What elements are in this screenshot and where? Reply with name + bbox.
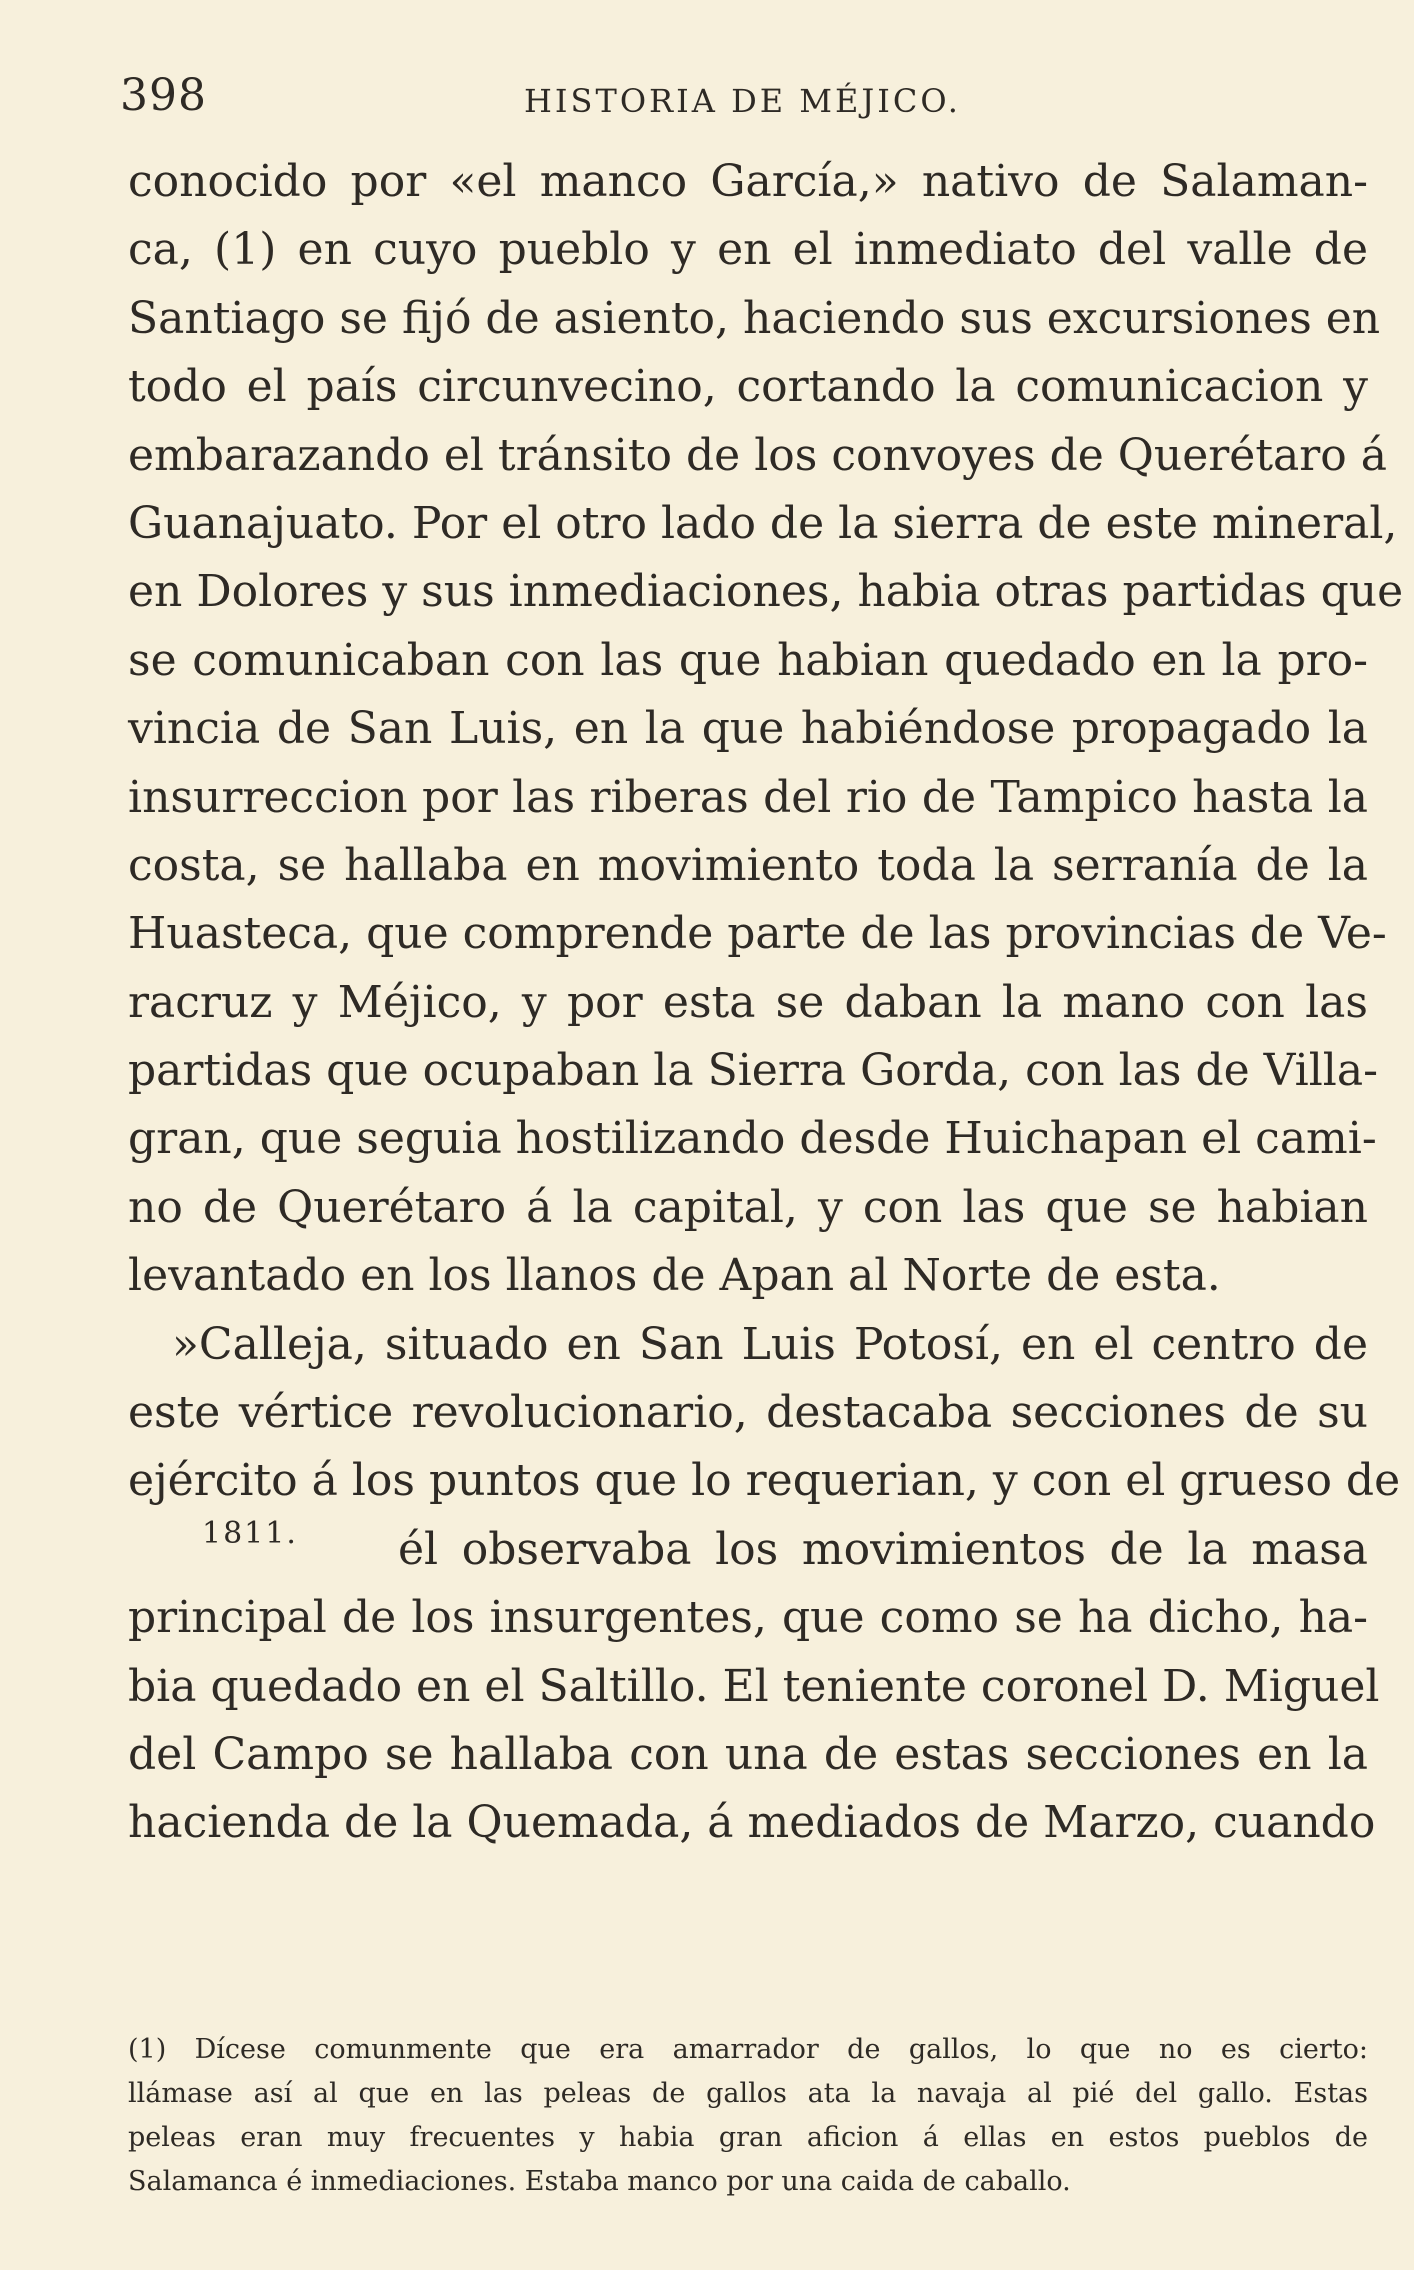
body-line: él observaba los movimientos de la masa <box>398 1523 1368 1575</box>
marginal-year: 1811. <box>202 1515 298 1551</box>
body-line: Huasteca, que comprende parte de las provincias de Ve- <box>128 908 1387 960</box>
running-title: HISTORIA DE MÉJICO. <box>524 82 961 120</box>
body-line: del Campo se hallaba con una de estas secciones en la <box>128 1728 1368 1780</box>
body-line: todo el país circunvecino, cortando la comunicacion y <box>128 361 1368 413</box>
body-line: levantado en los llanos de Apan al Norte de esta. <box>128 1250 1221 1302</box>
body-text <box>128 148 1404 1858</box>
body-line: este vértice revolucionario, destacaba secciones de su <box>128 1387 1368 1439</box>
footnote-line: llámase así al que en las peleas de gallos ata la navaja al pié del gallo. Estas <box>128 2078 1368 2109</box>
body-line: racruz y Méjico, y por esta se daban la mano con las <box>128 976 1368 1028</box>
running-head <box>120 70 1340 130</box>
footnote-line: (1) Dícese comunmente que era amarrador de gallos, lo que no es cierto: <box>128 2034 1368 2065</box>
body-line: embarazando el tránsito de los convoyes de Querétaro á <box>128 429 1387 481</box>
body-line: hacienda de la Quemada, á mediados de Marzo, cuando <box>128 1797 1376 1849</box>
page-number: 398 <box>120 70 207 121</box>
body-line: gran, que seguia hostilizando desde Huichapan el cami- <box>128 1113 1377 1165</box>
body-line: partidas que ocupaban la Sierra Gorda, con las de Villa- <box>128 1045 1378 1097</box>
body-line: conocido por «el manco García,» nativo de Salaman- <box>128 156 1368 207</box>
body-line: ejército á los puntos que lo requerian, y con el grueso de <box>128 1455 1401 1507</box>
margin-line <box>128 1516 1368 1584</box>
body-line: no de Querétaro á la capital, y con las que se habian <box>128 1181 1368 1233</box>
body-line: Guanajuato. Por el otro lado de la sierra de este mineral, <box>128 497 1398 549</box>
body-line: insurreccion por las riberas del rio de Tampico hasta la <box>128 771 1368 823</box>
body-line: bia quedado en el Saltillo. El teniente coronel D. Miguel <box>128 1660 1380 1712</box>
footnote-line: peleas eran muy frecuentes y habia gran aficion á ellas en estos pueblos de <box>128 2122 1368 2153</box>
body-line: en Dolores y sus inmediaciones, habia otras partidas que <box>128 566 1404 618</box>
body-line: costa, se hallaba en movimiento toda la serranía de la <box>128 839 1368 891</box>
body-line: principal de los insurgentes, que como se ha dicho, ha- <box>128 1592 1368 1644</box>
body-line: ca, (1) en cuyo pueblo y en el inmediato del valle de <box>128 224 1368 276</box>
body-line: vincia de San Luis, en la que habiéndose propagado la <box>128 703 1368 755</box>
footnote-line: Salamanca é inmediaciones. Estaba manco por una caida de caballo. <box>128 2166 1071 2197</box>
body-line: »Calleja, situado en San Luis Potosí, en el centro de <box>172 1318 1368 1370</box>
body-line: se comunicaban con las que habian quedado en la pro- <box>128 634 1368 686</box>
body-line: Santiago se fijó de asiento, haciendo sus excursiones en <box>128 292 1381 344</box>
footnote <box>128 2028 1368 2204</box>
